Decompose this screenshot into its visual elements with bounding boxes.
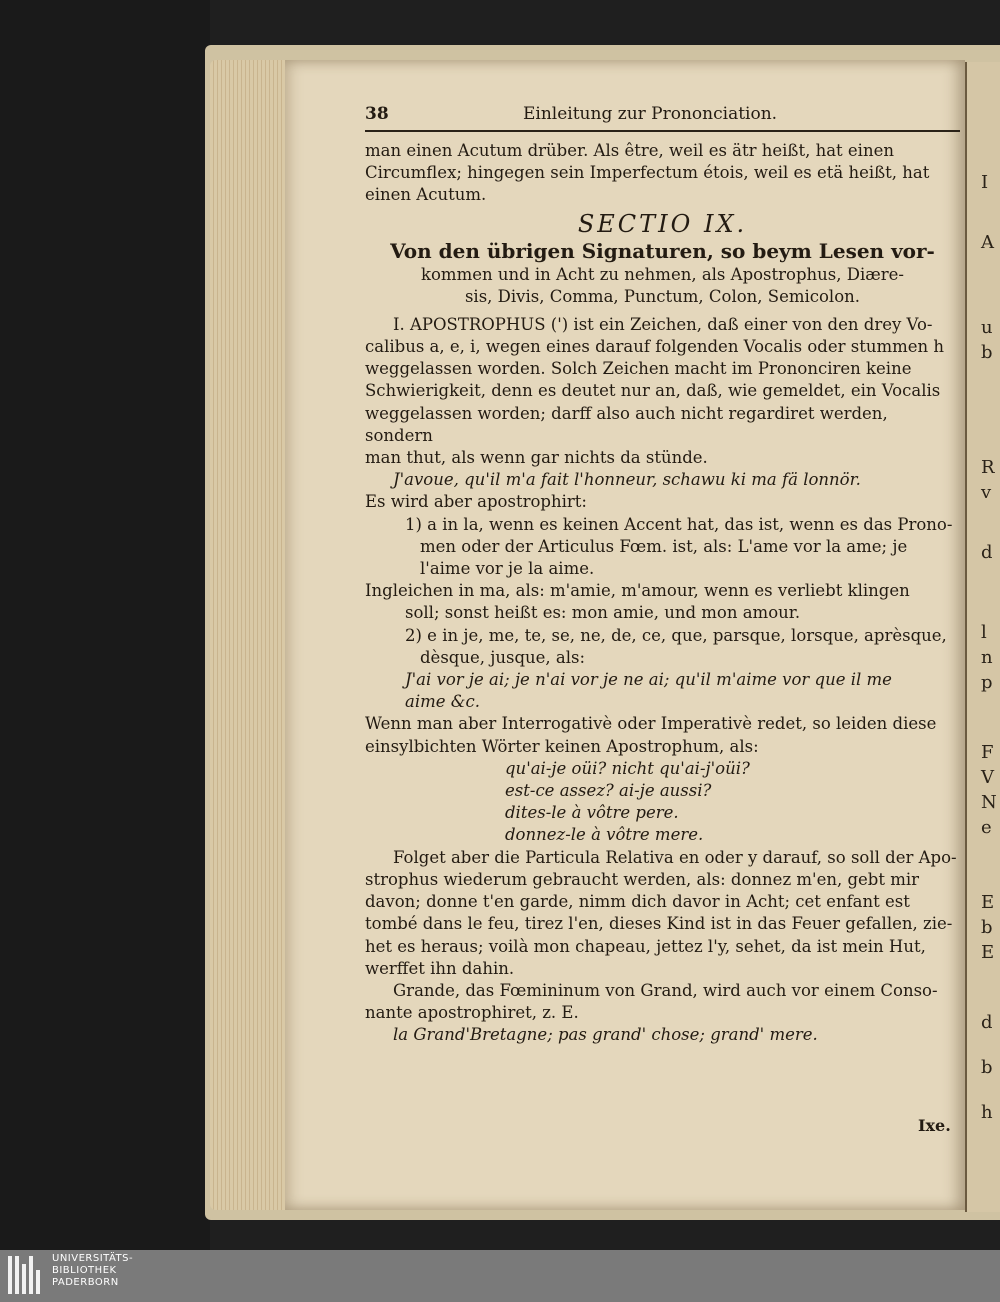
- text-line: tombé dans le feu, tirez l'en, dieses Kind ist in das Feuer gefallen, zie-: [365, 914, 953, 934]
- facing-letter: I: [981, 172, 989, 193]
- section-title: SECTIO IX.: [577, 209, 748, 238]
- background-left: [0, 0, 210, 1250]
- facing-letter: d: [981, 1012, 993, 1033]
- page-content: [365, 100, 960, 1047]
- logo-line: PADERBORN: [52, 1277, 119, 1288]
- text-line: weggelassen worden; darff also auch nicht regardiret werden, sondern: [365, 403, 888, 445]
- example-line: J'avoue, qu'il m'a fait l'honneur, schawu ki ma fä lonnör.: [393, 470, 861, 490]
- facing-letter: l: [981, 622, 987, 643]
- example-line: aime &c.: [405, 692, 480, 712]
- list-item-line: dèsque, jusque, als:: [420, 647, 586, 667]
- page-text: [365, 140, 960, 1047]
- text-line: nante apostrophiret, z. E.: [365, 1003, 579, 1023]
- facing-letter: A: [981, 232, 994, 253]
- text-line: man einen Acutum drüber. Als être, weil es ätr heißt, hat einen: [365, 141, 894, 160]
- text-line: man thut, als wenn gar nichts da stünde.: [365, 448, 708, 468]
- library-footer: [0, 1250, 1000, 1302]
- text-line: einen Acutum.: [365, 185, 487, 205]
- text-line: calibus a, e, i, wegen eines darauf folgenden Vocalis oder stummen h: [365, 337, 945, 357]
- catchword: Ixe.: [918, 1116, 951, 1135]
- facing-letter: b: [981, 917, 993, 938]
- text-line: soll; sonst heißt es: mon amie, und mon amour.: [405, 603, 801, 623]
- section-heading-line: sis, Divis, Comma, Punctum, Colon, Semicolon.: [464, 286, 861, 306]
- text-line: Circumflex; hingegen sein Imperfectum étois, weil es etä heißt, hat: [365, 163, 930, 183]
- facing-page-edge: [965, 62, 1000, 1212]
- text-line: einsylbichten Wörter keinen Apostrophum, als:: [365, 736, 759, 756]
- text-line: Schwierigkeit, denn es deutet nur an, daß, wie gemeldet, ein Vocalis: [365, 381, 941, 401]
- page-edges: [210, 60, 290, 1210]
- text-line: Folget aber die Particula Relativa en oder y darauf, so soll der Apo-: [393, 847, 957, 867]
- text-line: Wenn man aber Interrogativè oder Imperativè redet, so leiden diese: [365, 714, 937, 734]
- facing-letter: F: [981, 742, 994, 763]
- list-item-line: l'aime vor je la aime.: [420, 559, 595, 579]
- running-title: Einleitung zur Prononciation.: [523, 104, 778, 124]
- logo-line: BIBLIOTHEK: [52, 1265, 117, 1276]
- library-logo-text: [52, 1253, 133, 1289]
- text-line: Es wird aber apostrophirt:: [365, 492, 587, 512]
- section-heading-line: kommen und in Acht zu nehmen, als Apostrophus, Diære-: [420, 264, 904, 284]
- facing-letter: n: [981, 647, 993, 668]
- facing-letter: u: [981, 317, 993, 338]
- text-line: weggelassen worden. Solch Zeichen macht im Prononciren keine: [365, 359, 912, 379]
- facing-letter: b: [981, 1057, 993, 1078]
- text-line: Grande, das Fœmininum von Grand, wird auch vor einem Conso-: [393, 980, 938, 1000]
- example-line: dites-le à vôtre pere.: [505, 803, 679, 823]
- text-line: strophus wiederum gebraucht werden, als: donnez m'en, gebt mir: [365, 869, 920, 889]
- example-line: donnez-le à vôtre mere.: [505, 825, 704, 845]
- facing-letter: V: [981, 767, 994, 788]
- list-item: 2) e in je, me, te, se, ne, de, ce, que, parsque, lorsque, aprèsque,: [405, 625, 947, 645]
- facing-letter: E: [981, 892, 995, 913]
- facing-letter: d: [981, 542, 993, 563]
- text-line: werffet ihn dahin.: [365, 958, 515, 978]
- facing-letter: b: [981, 342, 993, 363]
- example-line: qu'ai-je oüi? nicht qu'ai-j'oüi?: [505, 758, 750, 778]
- example-line: J'ai vor je ai; je n'ai vor je ne ai; qu'il m'aime vor que il me: [405, 670, 892, 690]
- page-number: 38: [365, 104, 389, 124]
- facing-letter: v: [981, 482, 992, 503]
- text-line: davon; donne t'en garde, nimm dich davor in Acht; cet enfant est: [365, 892, 910, 912]
- facing-letter: h: [981, 1102, 993, 1123]
- section-heading: Von den übrigen Signaturen, so beym Lesen vor-: [390, 238, 935, 263]
- text-line: het es heraus; voilà mon chapeau, jettez l'y, sehet, da ist mein Hut,: [365, 936, 926, 956]
- text-line: I. APOSTROPHUS (') ist ein Zeichen, daß einer von den drey Vo-: [393, 314, 933, 334]
- facing-letter: N: [981, 792, 997, 813]
- logo-line: UNIVERSITÄTS-: [52, 1253, 134, 1264]
- list-item-line: men oder der Articulus Fœm. ist, als: L'ame vor la ame; je: [420, 536, 908, 556]
- text-line: Ingleichen in ma, als: m'amie, m'amour, wenn es verliebt klingen: [365, 581, 910, 601]
- facing-letter: e: [981, 817, 992, 838]
- facing-letter: R: [981, 457, 995, 478]
- list-item: 1) a in la, wenn es keinen Accent hat, das ist, wenn es das Prono-: [405, 514, 953, 534]
- page-header: [365, 100, 960, 132]
- facing-letter: p: [981, 672, 993, 693]
- example-line: est-ce assez? ai-je aussi?: [505, 781, 712, 801]
- library-logo-icon: [8, 1256, 46, 1296]
- example-line: la Grand'Bretagne; pas grand' chose; grand' mere.: [393, 1025, 818, 1045]
- facing-letter: E: [981, 942, 995, 963]
